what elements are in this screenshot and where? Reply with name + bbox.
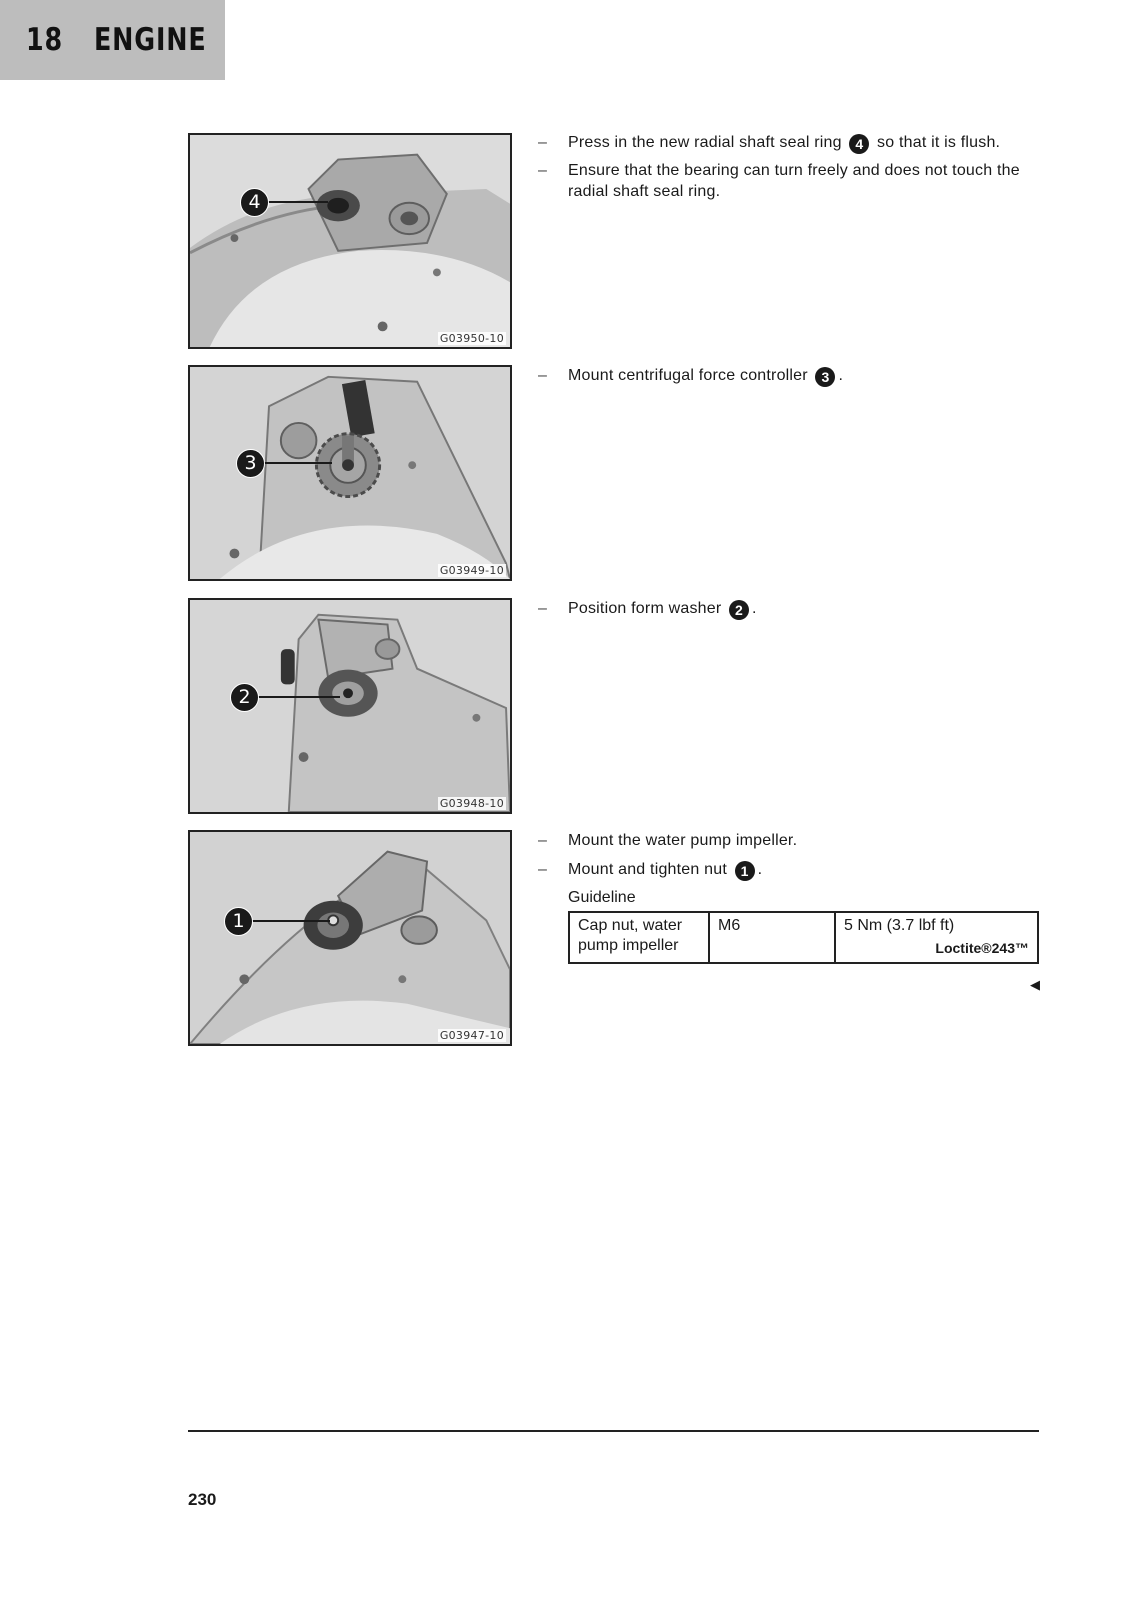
steps-group-washer bbox=[538, 598, 1038, 626]
steps-group-impeller bbox=[538, 830, 1038, 964]
steps-group-controller bbox=[538, 365, 1038, 393]
torque-spec-table bbox=[568, 911, 1039, 964]
steps-group-seal bbox=[538, 132, 1038, 208]
figure-code: G03947-10 bbox=[439, 1029, 504, 1042]
chapter-number: 18 bbox=[26, 22, 64, 58]
threadlocker-label: Loctite®243™ bbox=[935, 940, 1029, 956]
bullet-dash: – bbox=[538, 134, 548, 151]
engine-cover-photo bbox=[190, 135, 510, 347]
figure-impeller-nut bbox=[188, 830, 512, 1046]
engine-cover-photo bbox=[190, 832, 510, 1044]
step-ensure-bearing bbox=[538, 160, 1038, 202]
footer-divider bbox=[188, 1430, 1039, 1432]
bullet-dash: – bbox=[538, 367, 548, 384]
step-text: . bbox=[752, 600, 757, 617]
callout-2-inline: 2 bbox=[729, 600, 749, 620]
figure-code: G03948-10 bbox=[439, 797, 504, 810]
step-text: . bbox=[838, 367, 844, 384]
step-text: Mount the water pump impeller. bbox=[568, 832, 798, 849]
callout-1-badge: 1 bbox=[224, 907, 253, 936]
step-text: Position form washer bbox=[568, 600, 722, 617]
callout-3-inline: 3 bbox=[815, 367, 835, 387]
leader-line bbox=[250, 920, 330, 922]
bullet-dash: – bbox=[538, 600, 548, 617]
part-cell: Cap nut, water pump impeller bbox=[569, 912, 709, 963]
figure-code: G03949-10 bbox=[439, 564, 504, 577]
section-end-marker-icon: ◀ bbox=[1030, 977, 1040, 992]
step-text: Ensure that the bearing can turn freely and does not touch the radial shaft seal ring. bbox=[568, 162, 1020, 200]
bullet-dash: – bbox=[538, 832, 548, 849]
step-text: . bbox=[757, 861, 763, 878]
figure-form-washer bbox=[188, 598, 512, 814]
step-tighten-nut bbox=[538, 859, 1038, 881]
step-text: Mount centrifugal force controller bbox=[568, 367, 808, 384]
step-text: Press in the new radial shaft seal ring bbox=[568, 134, 842, 151]
step-text: Mount and tighten nut bbox=[568, 861, 727, 878]
bullet-dash: – bbox=[538, 162, 548, 179]
engine-cover-photo bbox=[190, 367, 510, 579]
figure-code: G03950-10 bbox=[439, 332, 504, 345]
table-row bbox=[569, 912, 1038, 963]
step-press-seal bbox=[538, 132, 1038, 154]
guideline-label: Guideline bbox=[568, 889, 636, 906]
figure-centrifugal-controller bbox=[188, 365, 512, 581]
torque-value: 5 Nm (3.7 lbf ft) bbox=[844, 917, 955, 934]
step-mount-controller bbox=[538, 365, 1038, 387]
step-position-washer bbox=[538, 598, 1038, 620]
step-mount-impeller bbox=[538, 830, 1038, 851]
chapter-title: ENGINE bbox=[94, 22, 207, 58]
thread-cell: M6 bbox=[709, 912, 835, 963]
page-number: 230 bbox=[188, 1490, 217, 1509]
step-text: so that it is flush. bbox=[877, 134, 1001, 151]
figure-radial-shaft-seal bbox=[188, 133, 512, 349]
callout-2-badge: 2 bbox=[230, 683, 259, 712]
callout-4-inline: 4 bbox=[849, 134, 869, 154]
leader-line bbox=[256, 696, 340, 698]
callout-1-inline: 1 bbox=[735, 861, 755, 881]
callout-4-badge: 4 bbox=[240, 188, 269, 217]
leader-line bbox=[262, 462, 332, 464]
leader-line bbox=[266, 201, 328, 203]
callout-3-badge: 3 bbox=[236, 449, 265, 478]
torque-cell bbox=[835, 912, 1038, 963]
bullet-dash: – bbox=[538, 861, 548, 878]
chapter-tab bbox=[0, 0, 225, 80]
